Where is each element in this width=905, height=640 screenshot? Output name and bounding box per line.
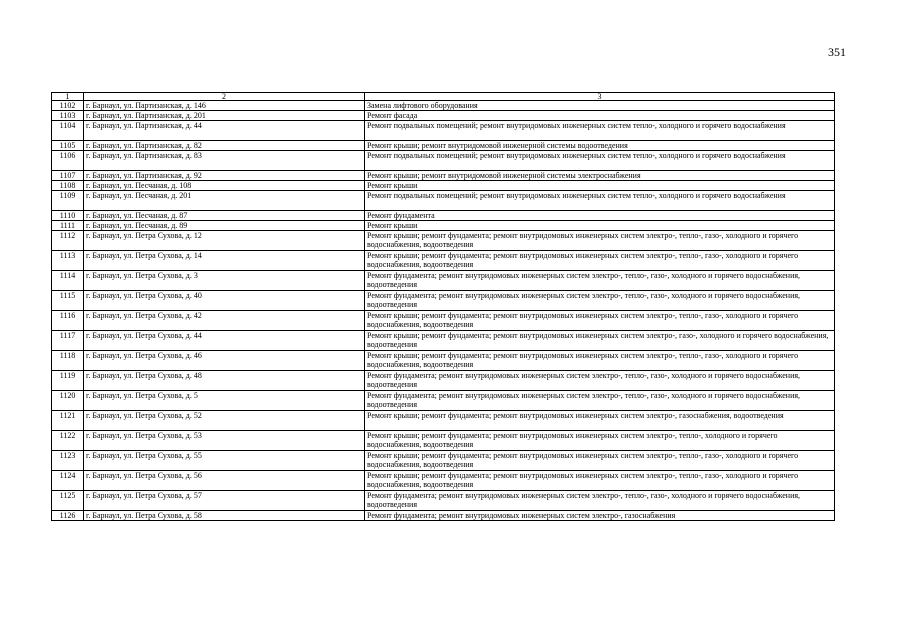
table-row	[52, 141, 835, 151]
row-works: Ремонт фундамента; ремонт внутридомовых инженерных систем электро-, газоснабжения	[365, 511, 835, 521]
row-number: 1107	[52, 171, 84, 181]
row-works: Ремонт крыши; ремонт внутридомовой инженерной системы электроснабжения	[365, 171, 835, 181]
row-works: Ремонт крыши; ремонт фундамента; ремонт внутридомовых инженерных систем электро-, тепло-, газо-, холодного и горячего водоснабжения, водоотведения	[365, 351, 835, 371]
row-number: 1116	[52, 311, 84, 331]
row-works: Ремонт крыши; ремонт фундамента; ремонт внутридомовых инженерных систем электро-, газоснабжения, водоотведения	[365, 411, 835, 431]
row-number: 1118	[52, 351, 84, 371]
row-address: г. Барнаул, ул. Песчаная, д. 201	[84, 191, 365, 211]
row-works: Ремонт крыши; ремонт фундамента; ремонт внутридомовых инженерных систем электро-, тепло-, газо-, холодного и горячего водоснабжения, водоотведения	[365, 251, 835, 271]
table-row	[52, 221, 835, 231]
table-row	[52, 111, 835, 121]
row-address: г. Барнаул, ул. Петра Сухова, д. 52	[84, 411, 365, 431]
row-number: 1126	[52, 511, 84, 521]
row-address: г. Барнаул, ул. Партизанская, д. 82	[84, 141, 365, 151]
table-row	[52, 251, 835, 271]
row-address: г. Барнаул, ул. Песчаная, д. 89	[84, 221, 365, 231]
row-number: 1119	[52, 371, 84, 391]
row-number: 1120	[52, 391, 84, 411]
row-number: 1113	[52, 251, 84, 271]
table-row	[52, 491, 835, 511]
row-number: 1114	[52, 271, 84, 291]
row-address: г. Барнаул, ул. Петра Сухова, д. 57	[84, 491, 365, 511]
table-row	[52, 181, 835, 191]
table-row	[52, 511, 835, 521]
row-address: г. Барнаул, ул. Песчаная, д. 108	[84, 181, 365, 191]
row-works: Ремонт крыши; ремонт фундамента; ремонт внутридомовых инженерных систем электро-, тепло-, газо-, холодного и горячего водоснабжения, водоотведения	[365, 451, 835, 471]
row-works: Ремонт крыши	[365, 181, 835, 191]
table-row	[52, 311, 835, 331]
row-number: 1103	[52, 111, 84, 121]
table-row	[52, 101, 835, 111]
row-number: 1110	[52, 211, 84, 221]
row-works: Ремонт фундамента	[365, 211, 835, 221]
repair-registry-table	[51, 92, 835, 521]
row-number: 1102	[52, 101, 84, 111]
row-works: Ремонт подвальных помещений; ремонт внутридомовых инженерных систем тепло-, холодного и горячего водоснабжения	[365, 191, 835, 211]
row-number: 1112	[52, 231, 84, 251]
table-row	[52, 451, 835, 471]
row-works: Ремонт фундамента; ремонт внутридомовых инженерных систем электро-, тепло-, газо-, холодного и горячего водоснабжения, водоотведения	[365, 391, 835, 411]
table-row	[52, 151, 835, 171]
table-row	[52, 231, 835, 251]
table-row	[52, 411, 835, 431]
row-works: Ремонт крыши; ремонт фундамента; ремонт внутридомовых инженерных систем электро-, тепло-, газо-, холодного и горячего водоснабжения, водоотведения	[365, 231, 835, 251]
row-number: 1117	[52, 331, 84, 351]
table-row	[52, 291, 835, 311]
table-row	[52, 331, 835, 351]
row-works: Ремонт крыши	[365, 221, 835, 231]
table-row	[52, 371, 835, 391]
row-address: г. Барнаул, ул. Петра Сухова, д. 5	[84, 391, 365, 411]
row-address: г. Барнаул, ул. Петра Сухова, д. 44	[84, 331, 365, 351]
row-address: г. Барнаул, ул. Петра Сухова, д. 3	[84, 271, 365, 291]
table-row	[52, 271, 835, 291]
row-address: г. Барнаул, ул. Петра Сухова, д. 48	[84, 371, 365, 391]
row-address: г. Барнаул, ул. Партизанская, д. 83	[84, 151, 365, 171]
row-address: г. Барнаул, ул. Партизанская, д. 44	[84, 121, 365, 141]
table-header-row	[52, 93, 835, 101]
row-number: 1123	[52, 451, 84, 471]
row-works: Ремонт подвальных помещений; ремонт внутридомовых инженерных систем тепло-, холодного и горячего водоснабжения	[365, 151, 835, 171]
table-row	[52, 351, 835, 371]
row-address: г. Барнаул, ул. Петра Сухова, д. 14	[84, 251, 365, 271]
row-address: г. Барнаул, ул. Песчаная, д. 87	[84, 211, 365, 221]
row-number: 1122	[52, 431, 84, 451]
row-number: 1111	[52, 221, 84, 231]
row-number: 1124	[52, 471, 84, 491]
row-number: 1115	[52, 291, 84, 311]
row-address: г. Барнаул, ул. Партизанская, д. 201	[84, 111, 365, 121]
row-works: Ремонт крыши; ремонт фундамента; ремонт внутридомовых инженерных систем электро-, тепло-, холодного и горячего водоснабжения, водоотведения	[365, 431, 835, 451]
row-number: 1108	[52, 181, 84, 191]
row-number: 1125	[52, 491, 84, 511]
row-works: Ремонт фундамента; ремонт внутридомовых инженерных систем электро-, тепло-, газо-, холодного и горячего водоснабжения, водоотведения	[365, 371, 835, 391]
row-works: Замена лифтового оборудования	[365, 101, 835, 111]
page-number: 351	[828, 45, 846, 59]
row-address: г. Барнаул, ул. Петра Сухова, д. 46	[84, 351, 365, 371]
table-row	[52, 191, 835, 211]
table-row	[52, 391, 835, 411]
table-row	[52, 211, 835, 221]
row-works: Ремонт подвальных помещений; ремонт внутридомовых инженерных систем тепло-, холодного и горячего водоснабжения	[365, 121, 835, 141]
row-number: 1109	[52, 191, 84, 211]
table-row	[52, 431, 835, 451]
column-header-address: 2	[84, 93, 365, 101]
row-number: 1121	[52, 411, 84, 431]
column-header-works: 3	[365, 93, 835, 101]
row-address: г. Барнаул, ул. Партизанская, д. 146	[84, 101, 365, 111]
row-address: г. Барнаул, ул. Петра Сухова, д. 56	[84, 471, 365, 491]
table-row	[52, 171, 835, 181]
row-address: г. Барнаул, ул. Партизанская, д. 92	[84, 171, 365, 181]
row-works: Ремонт фундамента; ремонт внутридомовых инженерных систем электро-, тепло-, газо-, холодного и горячего водоснабжения, водоотведения	[365, 291, 835, 311]
row-works: Ремонт крыши; ремонт фундамента; ремонт внутридомовых инженерных систем электро-, тепло-, газо-, холодного и горячего водоснабжения, водоотведения	[365, 471, 835, 491]
row-works: Ремонт крыши; ремонт фундамента; ремонт внутридомовых инженерных систем электро-, тепло-, газо-, холодного и горячего водоснабжения, водоотведения	[365, 311, 835, 331]
row-number: 1104	[52, 121, 84, 141]
row-number: 1105	[52, 141, 84, 151]
row-works: Ремонт фундамента; ремонт внутридомовых инженерных систем электро-, тепло-, газо-, холодного и горячего водоснабжения, водоотведения	[365, 271, 835, 291]
row-works: Ремонт фундамента; ремонт внутридомовых инженерных систем электро-, тепло-, газо-, холодного и горячего водоснабжения, водоотведения	[365, 491, 835, 511]
column-header-number: 1	[52, 93, 84, 101]
row-works: Ремонт крыши; ремонт фундамента; ремонт внутридомовых инженерных систем электро-, газо-, холодного и горячего водоснабжения, водоотведения	[365, 331, 835, 351]
row-address: г. Барнаул, ул. Петра Сухова, д. 12	[84, 231, 365, 251]
row-address: г. Барнаул, ул. Петра Сухова, д. 58	[84, 511, 365, 521]
row-address: г. Барнаул, ул. Петра Сухова, д. 55	[84, 451, 365, 471]
row-address: г. Барнаул, ул. Петра Сухова, д. 42	[84, 311, 365, 331]
row-works: Ремонт крыши; ремонт внутридомовой инженерной системы водоотведения	[365, 141, 835, 151]
table-row	[52, 121, 835, 141]
row-address: г. Барнаул, ул. Петра Сухова, д. 53	[84, 431, 365, 451]
table-row	[52, 471, 835, 491]
row-number: 1106	[52, 151, 84, 171]
row-works: Ремонт фасада	[365, 111, 835, 121]
row-address: г. Барнаул, ул. Петра Сухова, д. 40	[84, 291, 365, 311]
